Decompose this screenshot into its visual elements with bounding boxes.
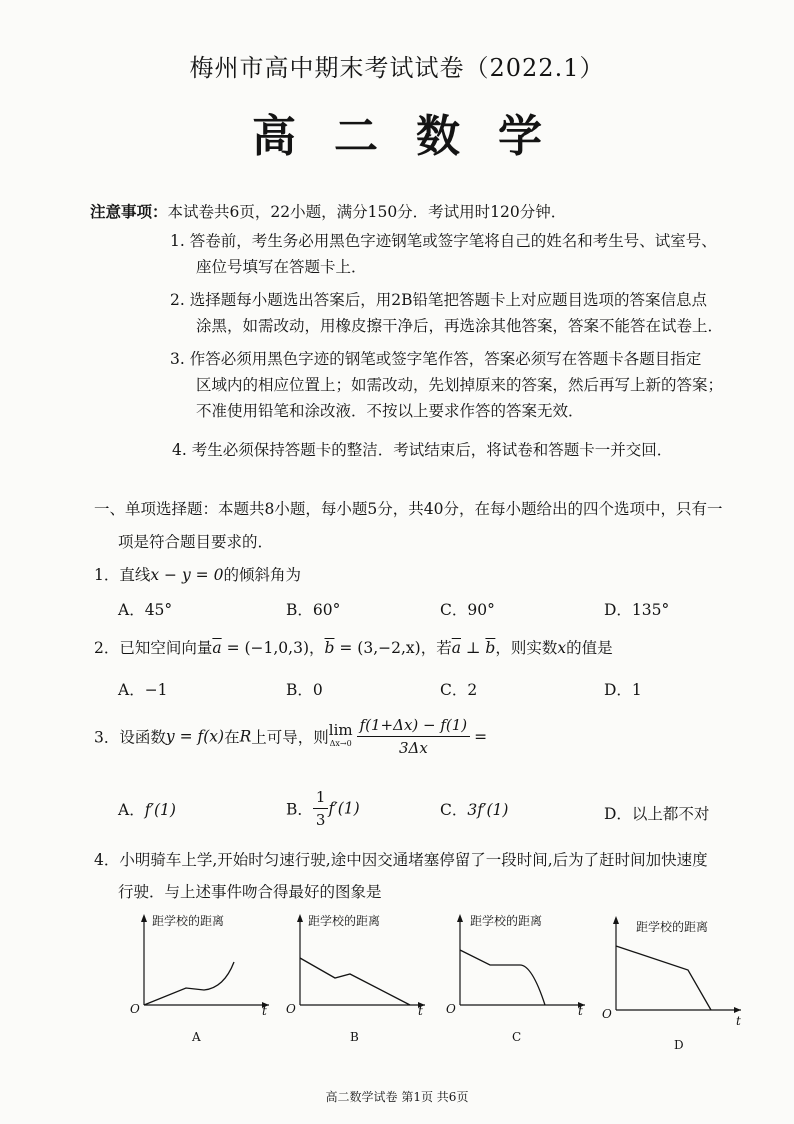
vector-b: $\overline{b}$ bbox=[485, 639, 496, 657]
q1-option-d: D．135° bbox=[604, 601, 670, 619]
q2-option-d: D．1 bbox=[604, 681, 642, 699]
q2-option-b: B．0 bbox=[286, 681, 323, 699]
notice-item-3 bbox=[170, 346, 723, 424]
notice-label: 注意事项： bbox=[90, 202, 168, 221]
x-axis-label: t bbox=[262, 1004, 267, 1018]
y-axis-arrow bbox=[297, 914, 303, 922]
graph-caption: C bbox=[512, 1030, 522, 1044]
section-1-heading: 一、单项选择题：本题共8小题，每小题5分，共40分，在每小题给出的四个选项中，只有一 bbox=[94, 500, 723, 518]
notice-header bbox=[90, 200, 566, 222]
math-expr: = (−1,0,3) bbox=[221, 639, 310, 657]
option-letter: C． bbox=[440, 801, 468, 819]
math-expr: x − y = 0 bbox=[150, 566, 224, 584]
notice-item-4 bbox=[172, 437, 672, 463]
notice-item-line: 涂黑，如需改动，用橡皮擦干净后，再选涂其他答案，答案不能答在试卷上． bbox=[196, 317, 724, 335]
question-number: 1． bbox=[94, 566, 120, 584]
question-text: 设函数 bbox=[119, 728, 166, 747]
graph-curve bbox=[616, 946, 711, 1010]
graph-caption: D bbox=[674, 1038, 684, 1052]
fraction-denominator: 3 bbox=[315, 811, 326, 829]
q1-option-c: C．90° bbox=[440, 601, 495, 619]
math-expr: 3f′(1) bbox=[467, 801, 509, 819]
graph-b bbox=[280, 910, 430, 1050]
q3-option-c bbox=[440, 798, 508, 820]
graph-caption: B bbox=[350, 1030, 359, 1044]
graph-curve bbox=[460, 950, 545, 1005]
y-axis-label: 距学校的距离 bbox=[636, 920, 709, 934]
question-text: 上可导，则 bbox=[251, 728, 329, 747]
question-text: 在 bbox=[224, 728, 240, 747]
q2-option-c: C．2 bbox=[440, 681, 478, 699]
graph-caption: A bbox=[192, 1030, 201, 1044]
math-expr: f′(1) bbox=[144, 801, 176, 819]
x-axis-label: t bbox=[578, 1004, 583, 1018]
y-axis-label: 距学校的距离 bbox=[308, 914, 381, 928]
notice-item-line: 2. 选择题每小题选出答案后，用2B铅笔把答题卡上对应题目选项的答案信息点 bbox=[170, 291, 707, 309]
exam-school-title: 梅州市高中期末考试试卷（2022.1） bbox=[189, 54, 605, 82]
notice-item-line: 座位号填写在答题卡上． bbox=[196, 258, 367, 276]
fraction-numerator: 1 bbox=[313, 788, 329, 809]
q2-option-a: A．−1 bbox=[118, 681, 168, 699]
graph-curve bbox=[144, 962, 234, 1005]
q1-option-b: B．60° bbox=[286, 601, 341, 619]
question-number: 3． bbox=[94, 728, 120, 747]
question-text: ，则实数 bbox=[495, 639, 558, 657]
y-axis-arrow bbox=[141, 914, 147, 922]
graph-a bbox=[124, 910, 274, 1050]
vector-b: $\overline{b}$ bbox=[324, 639, 335, 657]
question-number: 2． bbox=[94, 639, 120, 657]
graph-d bbox=[596, 912, 748, 1060]
limit-label: lim bbox=[328, 720, 353, 739]
exam-subject-title: 高二数学 bbox=[252, 111, 580, 162]
question-2 bbox=[94, 636, 613, 658]
question-text: 直线 bbox=[119, 566, 151, 584]
y-axis-label: 距学校的距离 bbox=[470, 914, 543, 928]
origin-label: O bbox=[130, 1002, 140, 1016]
notice-item-line: 4. 考生必须保持答题卡的整洁．考试结束后，将试卷和答题卡一并交回． bbox=[172, 441, 673, 459]
q3-option-a bbox=[118, 798, 176, 820]
math-var: R bbox=[239, 727, 252, 746]
q3-option-d: D．以上都不对 bbox=[604, 805, 710, 823]
question-text: ，若 bbox=[420, 639, 452, 657]
q1-option-a: A．45° bbox=[118, 601, 173, 619]
limit-operator bbox=[328, 720, 353, 751]
graph-curve bbox=[300, 958, 410, 1005]
equals-sign: = bbox=[474, 727, 488, 746]
x-axis-arrow bbox=[734, 1007, 741, 1013]
origin-label: O bbox=[286, 1002, 296, 1016]
option-fraction bbox=[313, 788, 329, 829]
limit-fraction bbox=[357, 716, 471, 757]
question-text: 已知空间向量 bbox=[119, 639, 213, 657]
notice-item-1 bbox=[170, 228, 717, 280]
math-expr: y = f(x) bbox=[165, 727, 225, 746]
q3-option-b bbox=[286, 788, 360, 829]
notice-item-line: 3. 作答必须用黑色字迹的钢笔或签字笔作答，答案必须写在答题卡各题目指定 bbox=[170, 350, 702, 368]
fraction-numerator: f(1+Δx) − f(1) bbox=[357, 716, 471, 737]
fraction-denominator: 3Δx bbox=[398, 739, 428, 757]
y-axis-arrow bbox=[457, 914, 463, 922]
vector-a: $\overline{a}$ bbox=[451, 639, 461, 657]
limit-subscript: Δx→0 bbox=[329, 738, 352, 748]
question-4: 4．小明骑车上学,开始时匀速行驶,途中因交通堵塞停留了一段时间,后为了赶时间加快速度 bbox=[94, 851, 708, 869]
notice-item-line: 区域内的相应位置上；如需改动，先划掉原来的答案，然后再写上新的答案； bbox=[196, 376, 724, 394]
origin-label: O bbox=[446, 1002, 456, 1016]
perp-symbol: ⊥ bbox=[460, 639, 486, 657]
origin-label: O bbox=[602, 1007, 612, 1021]
graph-c bbox=[440, 910, 590, 1050]
math-expr: = (3,−2,x) bbox=[334, 639, 421, 657]
question-1 bbox=[94, 563, 301, 585]
option-letter: A． bbox=[118, 801, 145, 819]
notice-item-line: 不准使用铅笔和涂改液．不按以上要求作答的答案无效． bbox=[196, 402, 584, 420]
question-3 bbox=[94, 716, 487, 757]
question-4-cont: 行驶．与上述事件吻合得最好的图象是 bbox=[118, 883, 382, 901]
vector-a: $\overline{a}$ bbox=[212, 639, 222, 657]
math-var: x bbox=[557, 639, 567, 657]
notice-intro: 本试卷共6页，22小题，满分150分．考试用时120分钟． bbox=[167, 203, 567, 221]
notice-item-2 bbox=[170, 287, 723, 339]
page-footer: 高二数学试卷 第1页 共6页 bbox=[325, 1090, 469, 1104]
question-text: 的值是 bbox=[566, 639, 613, 657]
y-axis-label: 距学校的距离 bbox=[152, 914, 225, 928]
y-axis-arrow bbox=[613, 916, 619, 924]
option-letter: B． bbox=[286, 800, 313, 819]
math-expr: f′(1) bbox=[328, 799, 360, 818]
section-1-heading-cont: 项是符合题目要求的． bbox=[118, 533, 274, 551]
question-text: 的倾斜角为 bbox=[223, 566, 301, 584]
question-text: ， bbox=[309, 639, 325, 657]
x-axis-label: t bbox=[418, 1004, 423, 1018]
notice-item-line: 1. 答卷前，考生务必用黑色字迹钢笔或签字笔将自己的姓名和考生号、试室号、 bbox=[170, 232, 717, 250]
x-axis-label: t bbox=[736, 1014, 741, 1028]
